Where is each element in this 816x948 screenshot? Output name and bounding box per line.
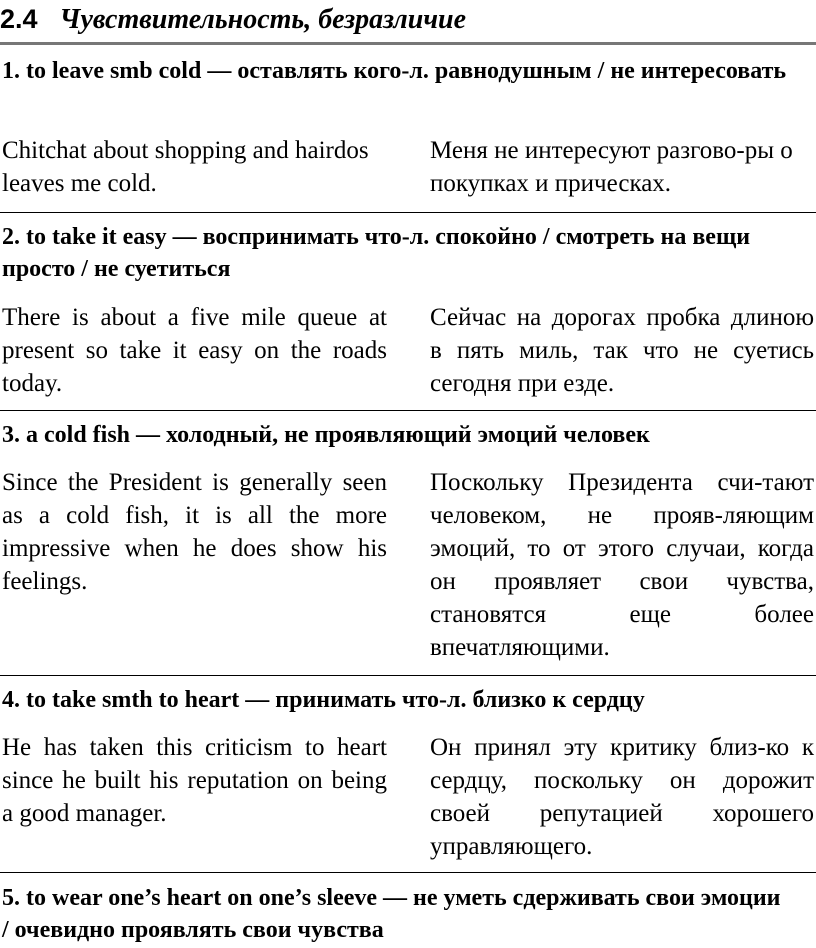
entry-2-russian: Сейчас на дорогах пробка длиною в пять миль, так что не суетись сегодня при езде.	[430, 304, 814, 397]
entry-divider	[0, 872, 816, 873]
entry-1-english: Chitchat about shopping and hairdos leaves me cold.	[2, 137, 369, 197]
entry-4-russian: Он принял эту критику близ-ко к сердцу, поскольку он дорожит своей репутацией хорошего управляющего.	[430, 734, 814, 860]
entry-3-english: Since the President is generally seen as a cold fish, it is all the more impressive when he does show his feelings.	[2, 469, 387, 595]
entry-1-heading: 1. to leave smb cold — оставлять кого-л. равнодушным / не интересовать	[2, 58, 787, 84]
entry-3-heading: 3. a cold fish — холодный, не проявляющий эмоций человек	[2, 422, 650, 448]
entry-2-heading: 2. to take it easy — воспринимать что-л. спокойно / смотреть на вещи просто / не суетиться	[2, 224, 751, 282]
entry-3-russian: Поскольку Президента счи-тают человеком, не прояв-ляющим эмоций, то от этого случаи, когда он проявляет свои чувства, становятся еще более впечатляющими.	[430, 469, 814, 661]
section-title	[0, 4, 466, 34]
entry-4-heading: 4. to take smth to heart — принимать что-л. близко к сердцу	[2, 687, 645, 713]
section-number: 2.4	[0, 4, 38, 34]
entry-2-english: There is about a five mile queue at present so take it easy on the roads today.	[2, 304, 387, 397]
entry-5-heading: 5. to wear one’s heart on one’s sleeve — не уметь сдерживать свои эмоции / очевидно проявлять свои чувства	[2, 885, 781, 943]
entry-divider	[0, 675, 816, 676]
entry-divider	[0, 212, 816, 213]
title-divider	[0, 42, 816, 45]
section-heading: Чувствительность, безразличие	[59, 4, 467, 35]
entry-1-russian: Меня не интересуют разгово-ры о покупках и прическах.	[430, 137, 793, 197]
entry-divider	[0, 410, 816, 411]
entry-4-english: He has taken this criticism to heart since he built his reputation on being a good manager.	[2, 734, 387, 827]
